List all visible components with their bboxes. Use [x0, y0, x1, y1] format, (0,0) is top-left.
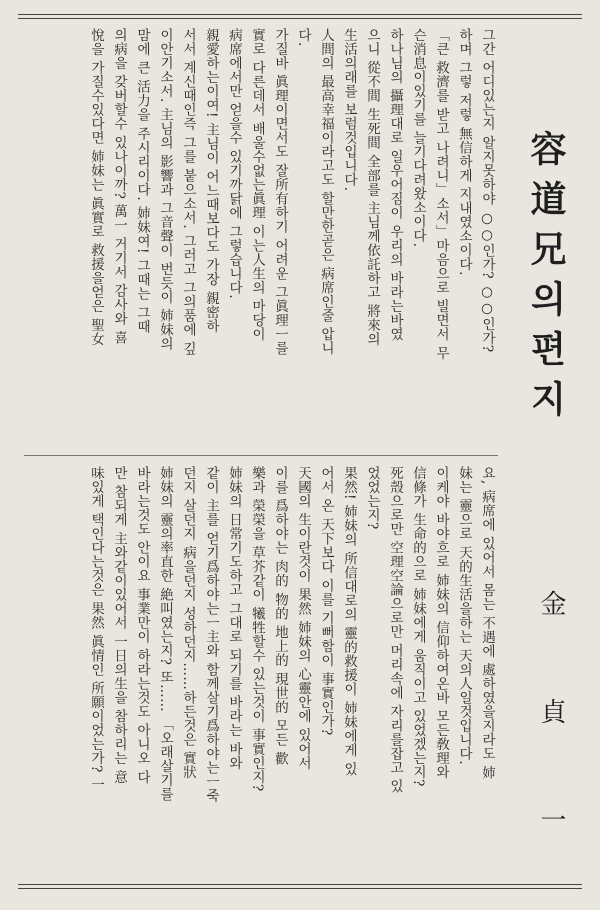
text-line: 가질바 眞理이면서도 잘所有하기 어려운 그眞理ㅡ를: [272, 28, 288, 356]
text-line: 天國의 生이란것이 果然 姉妹의 心靈안에 있어서: [295, 466, 311, 770]
bottom-rule-outer: [18, 888, 582, 889]
text-line: 어서 온 天下보다 이를 기뻐함이 事實인가?: [318, 466, 334, 736]
text-line: 實로 다른데서 배울수없는眞理 이는人生의 마당이: [249, 28, 265, 342]
text-line: 하며 그렇 저렇 無信하게 지내였소이다.: [456, 28, 472, 276]
text-line: 姉妹의 靈의率直한 絶叫였는지? 또…… 「오래살기를: [157, 466, 173, 801]
text-line: 그간 어디있는지 알지못하야 ○○인가? ○○인가?: [479, 28, 495, 353]
text-line: 이를 爲하야는 肉的 物的 地上的 現世的 모든 歡: [272, 466, 288, 766]
text-line: 바라는것도 안이요 事業만이 하라는것도 아니오 다: [134, 466, 150, 784]
text-line: 던지 살던지 病을던지 성하던지……하든것은 實狀: [180, 466, 196, 780]
text-line: 「큰 救濟를 받고 나려니」소서」마음으로 빌면서 무: [433, 28, 449, 360]
bottom-rule: [18, 884, 582, 885]
text-line: 이케야 바야흐로 姉妹의 信仰하여온바 모든敎理와: [433, 466, 449, 780]
text-line: 이안기소서. 主님의 影響과 그音聲이 번듯이 姉妹의: [157, 28, 173, 351]
text-line: 信條가 生命的으로 姉妹에게 움직이고 있었겠는지?: [410, 466, 426, 787]
text-line: 姉妹의 日常기도하고 그대로 되기를 바라는 바와: [226, 466, 242, 770]
text-line: 요, 病席에 있어서 몸는 不遇에 處하였을지라도 姉: [479, 466, 495, 780]
text-line: 으니 從不間 生死間 全部를 主님께依託하고 將來의: [364, 28, 380, 346]
body-text-lower: [24, 466, 498, 878]
text-line: 生活의래를 보럼것입니다.: [341, 28, 357, 192]
body-text-upper: [24, 28, 498, 446]
article-title: 容道兄의편지: [525, 130, 567, 430]
author-name: 金 貞 一: [536, 590, 566, 858]
text-line: 人間의 最高幸福이라고도 할만한곧은 病席인줄 압니: [318, 28, 334, 356]
text-line: 親愛하는이여! 主님이 어느때보다도 가장 親密하: [203, 28, 219, 334]
text-line: 妹는 靈으로 天的生活을하는 天의人일것입니다.: [456, 466, 472, 766]
text-line: 悅을 가질수있다면 姉妹는 眞實로 救援을얻은 聖女: [88, 28, 104, 346]
text-line: 었었는지?: [364, 466, 380, 530]
column-divider: [24, 455, 498, 456]
text-line: 의病을 갖버할수 있나이까? 萬一 거기서 감사와 喜: [111, 28, 127, 345]
text-line: 맘에 큰 活力을 주시리이다. 姉妹여! 그때는 그때: [134, 28, 150, 334]
text-line: 病席에서만 얻을수 있기까닭에 그렇습니다.: [226, 28, 242, 300]
text-line: 서서 계신때인즉 그를 붙으소서. 그러고 그의품에 깊: [180, 28, 196, 356]
text-line: 果然! 姉妹의 所信대로의 靈的救援이 姉妹에게 있: [341, 466, 357, 776]
text-line: 하나님의 攝理대로 일우어짐이 우리의 바라는바였: [387, 28, 403, 342]
top-rule-inner: [18, 18, 582, 19]
text-line: 다.: [295, 28, 311, 47]
text-line: 死殼으로만 空理空論으로만 머리속에 자리를잡고 있: [387, 466, 403, 794]
text-line: 味있게 택인다는것은 果然 眞情인 所願이었는가? 一: [88, 466, 104, 792]
text-line: 樂과 榮榮을 草芥같이 犧牲할수 있는것이 事實인지?: [249, 466, 265, 792]
text-line: 만 참되게 主와같이있어서 一日의生을 참하리는 意: [111, 466, 127, 784]
text-line: 슨消息이있기를 늘기다려왔소이다.: [410, 28, 426, 248]
text-line: 같이 主를 얻기爲하야는ㅡ主와 함께살기爲하야는ㅡ죽: [203, 466, 219, 803]
top-rule: [18, 14, 582, 15]
